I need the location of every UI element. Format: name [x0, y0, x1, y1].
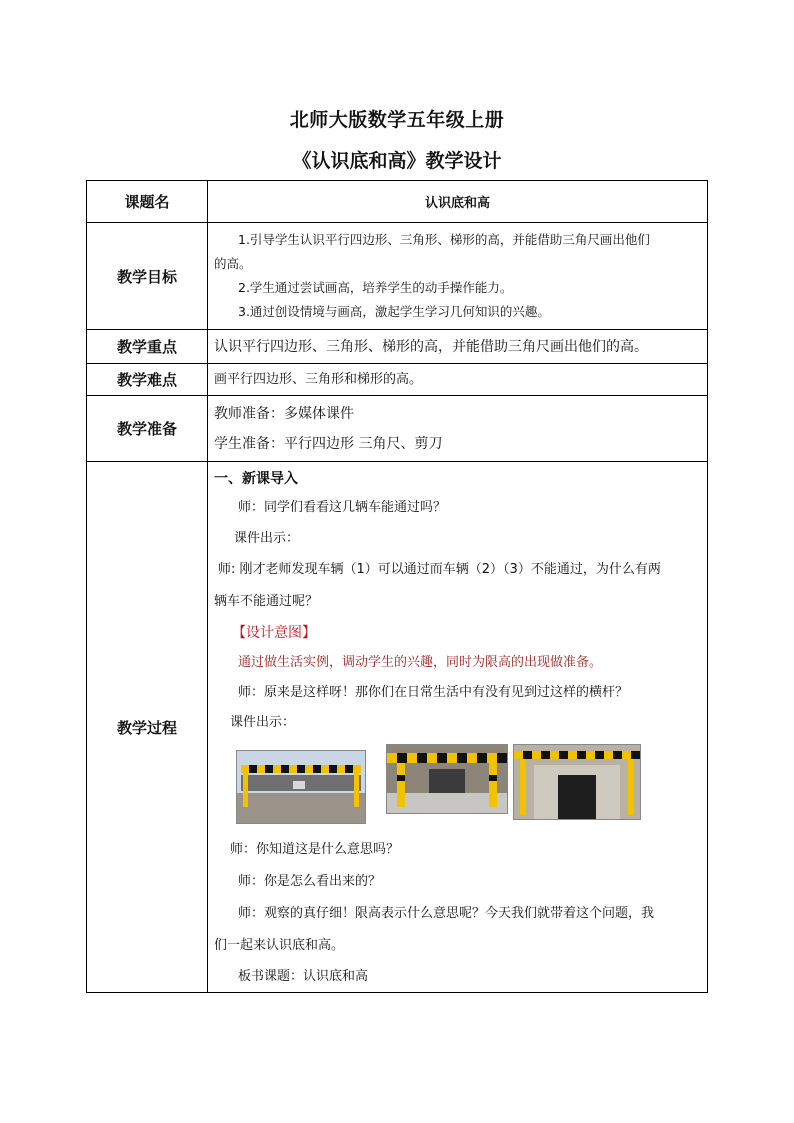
table-row	[87, 364, 708, 396]
process-line: 们一起来认识底和高。	[214, 938, 345, 953]
process-line: 课件出示：	[234, 531, 300, 546]
process-line: 师：原来是这样呀！那你们在日常生活中有没有见到过这样的横杆？	[238, 685, 629, 700]
barrier-photo-2	[386, 744, 508, 814]
document-title: 北师大版数学五年级上册	[289, 109, 505, 131]
process-line: 师：同学们看看这几辆车能通过吗？	[238, 500, 447, 515]
difficulty-cell	[208, 364, 708, 396]
table-row	[87, 223, 708, 330]
process-line: 师：你是怎么看出来的？	[238, 874, 382, 889]
goal-line: 3.通过创设情境与画高，激起学生学习几何知识的兴趣。	[238, 304, 550, 319]
goals-cell	[208, 223, 708, 330]
table-row	[87, 462, 708, 993]
lesson-plan-table	[86, 180, 708, 993]
prep-cell	[208, 396, 708, 462]
process-cell	[208, 462, 708, 993]
prep-label: 教学准备	[87, 396, 208, 462]
process-line: 辆车不能通过呢？	[214, 594, 319, 609]
process-line: 板书课题：认识底和高	[238, 969, 369, 984]
process-label: 教学过程	[87, 462, 208, 993]
table-row	[87, 181, 708, 223]
document-subtitle: 《认识底和高》教学设计	[292, 150, 502, 172]
difficulty-value: 画平行四边形、三角形和梯形的高。	[214, 371, 423, 387]
process-line: 课件出示：	[230, 715, 296, 730]
topic-value: 认识底和高	[208, 181, 708, 223]
goals-label: 教学目标	[87, 223, 208, 330]
height-barrier-photos	[208, 744, 707, 828]
barrier-photo-1	[236, 750, 366, 824]
key-point-value: 认识平行四边形、三角形、梯形的高，并能借助三角尺画出他们的高。	[214, 338, 648, 355]
design-intent-text: 通过做生活实例，调动学生的兴趣，同时为限高的出现做准备。	[238, 655, 603, 670]
goal-line: 1.引导学生认识平行四边形、三角形、梯形的高，并能借助三角尺画出他们	[238, 232, 650, 247]
design-intent-tag: 【设计意图】	[232, 625, 316, 641]
prep-teacher: 教师准备：多媒体课件	[214, 405, 354, 422]
process-line: 师: 刚才老师发现车辆（1）可以通过而车辆（2）（3）不能通过，为什么有两	[218, 562, 661, 577]
goal-line: 的高。	[214, 256, 252, 271]
table-row	[87, 330, 708, 364]
topic-label: 课题名	[87, 181, 208, 223]
process-line: 师：你知道这是什么意思吗？	[230, 842, 400, 857]
difficulty-label: 教学难点	[87, 364, 208, 396]
key-point-cell	[208, 330, 708, 364]
key-point-label: 教学重点	[87, 330, 208, 364]
prep-student: 学生准备：平行四边形 三角尺、剪刀	[214, 435, 443, 452]
barrier-photo-3	[513, 744, 641, 820]
table-row	[87, 396, 708, 462]
process-line: 师：观察的真仔细！限高表示什么意思呢？今天我们就带着这个问题，我	[238, 906, 655, 921]
section-heading: 一、新课导入	[214, 471, 298, 487]
goal-line: 2.学生通过尝试画高，培养学生的动手操作能力。	[238, 280, 513, 295]
